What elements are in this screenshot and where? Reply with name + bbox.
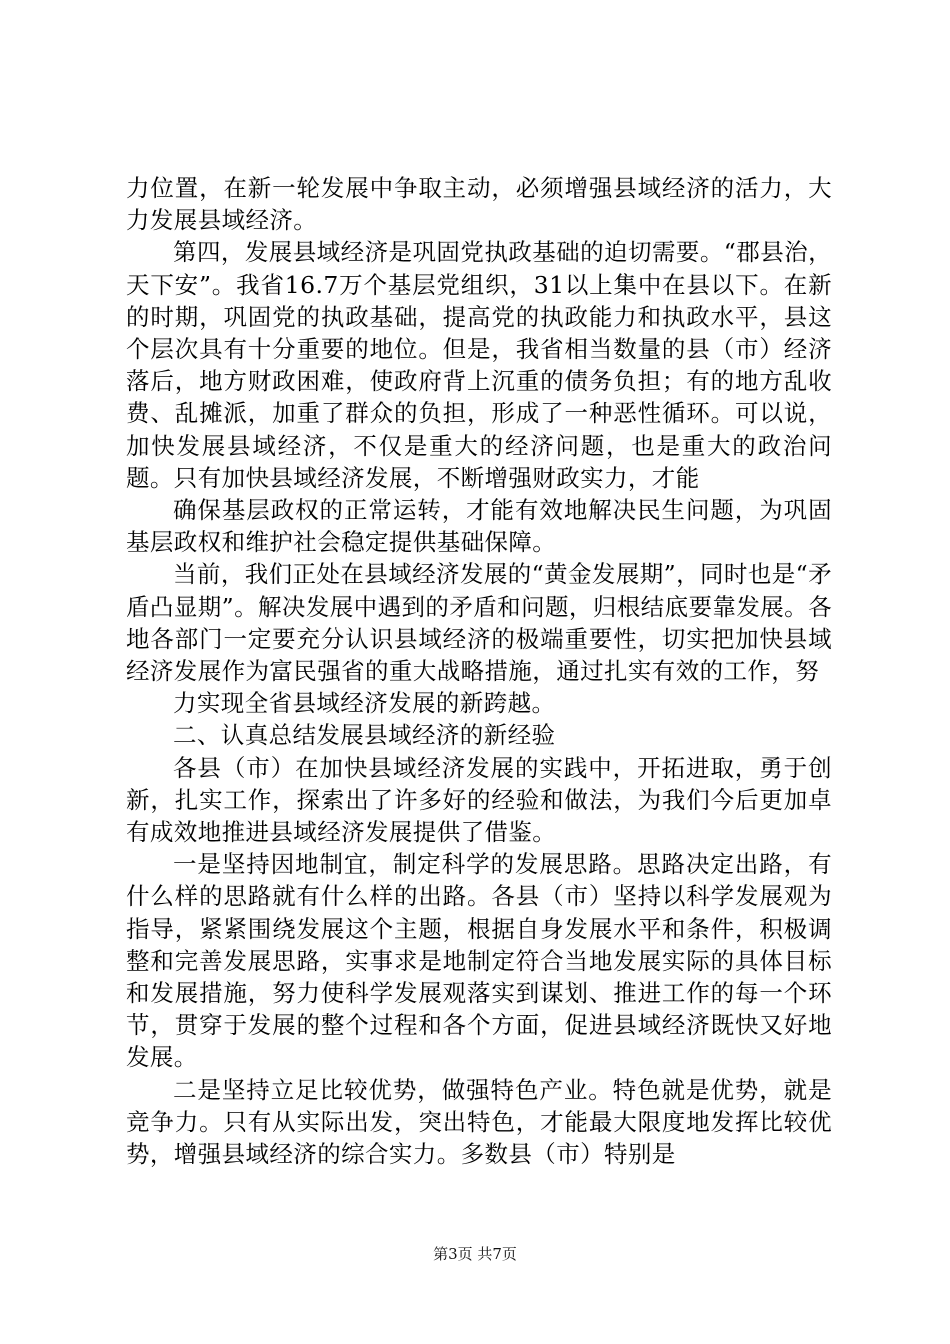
paragraph-4: 当前，我们正处在县域经济发展的“黄金发展期”，同时也是“矛盾凸显期”。解决发展中遇到的矛盾和问题，归根结底要靠发展。各地各部门一定要充分认识县域经济的极端重要性，切实把加快县域经济发展作为富民强省的重大战略措施，通过扎实有效的工作，努 <box>126 560 832 686</box>
paragraph-8: 一是坚持因地制宜，制定科学的发展思路。思路决定出路，有什么样的思路就有什么样的出路。各县（市）坚持以科学发展观为指导，紧紧围绕发展这个主题，根据自身发展水平和条件，积极调整和完善发展思路，实事求是地制定符合当地发展实际的具体目标和发展措施，努力使科学发展观落实到谋划、推进工作的每一个环节，贯穿于发展的整个过程和各个方面，促进县域经济既快又好地发展。 <box>126 850 832 1072</box>
paragraph-2: 第四，发展县域经济是巩固党执政基础的迫切需要。“郡县治，天下安”。我省16.7万个基层党组织，31以上集中在县以下。在新的时期，巩固党的执政基础，提高党的执政能力和执政水平，县这个层次具有十分重要的地位。但是，我省相当数量的县（市）经济落后，地方财政困难，使政府背上沉重的债务负担；有的地方乱收费、乱摊派，加重了群众的负担，形成了一种恶性循环。可以说，加快发展县域经济，不仅是重大的经济问题，也是重大的政治问题。只有加快县域经济发展，不断增强财政实力，才能 <box>126 238 832 492</box>
page-number-footer: 第3页 共7页 <box>433 1245 517 1263</box>
paragraph-7: 各县（市）在加快县域经济发展的实践中，开拓进取，勇于创新，扎实工作，探索出了许多好的经验和做法，为我们今后更加卓有成效地推进县域经济发展提供了借鉴。 <box>126 753 832 847</box>
document-body <box>126 172 832 1170</box>
paragraph-9: 二是坚持立足比较优势，做强特色产业。特色就是优势，就是竞争力。只有从实际出发，突出特色，才能最大限度地发挥比较优势，增强县域经济的综合实力。多数县（市）特别是 <box>126 1075 832 1169</box>
paragraph-3: 确保基层政权的正常运转，才能有效地解决民生问题，为巩固基层政权和维护社会稳定提供基础保障。 <box>126 496 832 557</box>
paragraph-1: 力位置，在新一轮发展中争取主动，必须增强县域经济的活力，大力发展县域经济。 <box>126 174 832 235</box>
paragraph-5: 力实现全省县域经济发展的新跨越。 <box>173 689 556 718</box>
section-heading: 二、认真总结发展县域经济的新经验 <box>173 721 556 750</box>
